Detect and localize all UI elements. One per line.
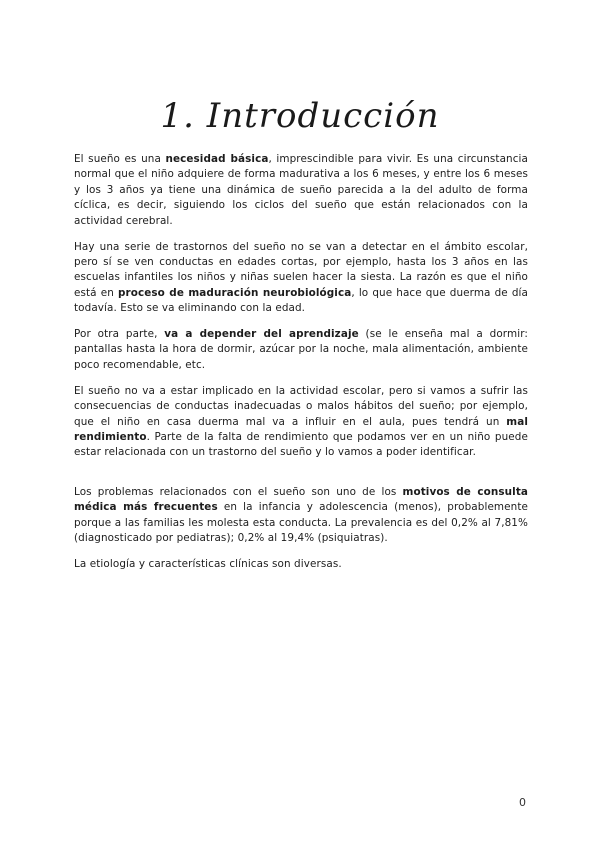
paragraph bbox=[74, 557, 528, 572]
text-segment: El sueño no va a estar implicado en la actividad escolar, pero si vamos a sufrir las consecuencias de conductas inadecuadas o malos hábitos del sueño; por ejemplo, que el niño en casa duerma mal va a influir en el aula, pues tendrá un bbox=[74, 384, 528, 428]
text-segment: Por otra parte, bbox=[74, 328, 165, 341]
text-segment: , imprescindible para vivir. Es una circunstancia normal que el niño adquiere de forma madurativa a los 6 meses, y entre los 6 meses y los 3 años ya tiene una dinámica de sueño parecida a la del adulto de forma cíclica, es decir, siguiendo los ciclos del sueño que están relacionados con la actividad cerebral. bbox=[74, 153, 528, 227]
paragraph bbox=[74, 485, 528, 547]
paragraph bbox=[74, 152, 528, 229]
text-segment: Hay una serie de trastornos del sueño no se van a detectar en el ámbito escolar, pero sí se ven conductas en edades cortas, por ejemplo, hasta los 3 años en las escuelas infantiles los niños y niñas suelen hacer la siesta. La razón es que el niño está en bbox=[74, 240, 528, 299]
paragraph bbox=[74, 240, 528, 317]
bold-text: mal rendimiento bbox=[74, 415, 528, 443]
page-title: 1. Introducción bbox=[160, 96, 440, 136]
paragraph bbox=[74, 384, 528, 461]
text-segment: . Parte de la falta de rendimiento que podamos ver en un niño puede estar relacionada con un trastorno del sueño y lo vamos a poder identificar. bbox=[74, 431, 528, 459]
paragraph bbox=[74, 327, 528, 373]
text-segment: Los problemas relacionados con el sueño son uno de los bbox=[74, 485, 403, 498]
body-text bbox=[74, 152, 528, 583]
text-segment: en la infancia y adolescencia (menos), probablemente porque a las familias les molesta esta conducta. La prevalencia es del 0,2% al 7,81% (diagnosticado por pediatras); 0,2% al 19,4% (psiquiatras). bbox=[74, 501, 528, 545]
bold-text: necesidad básica bbox=[165, 153, 269, 165]
text-segment: El sueño es una bbox=[74, 153, 166, 165]
bold-text: motivos de consulta médica más frecuentes bbox=[74, 485, 528, 514]
text-segment: La etiología y características clínicas son diversas. bbox=[74, 557, 342, 570]
text-segment: , lo que hace que duerma de día todavía. Esto se va eliminando con la edad. bbox=[74, 286, 528, 315]
bold-text: proceso de maduración neurobiológica bbox=[117, 286, 352, 299]
text-segment: (se le enseña mal a dormir: pantallas hasta la hora de dormir, azúcar por la noche, mala alimentación, ambiente poco recomendable, etc. bbox=[74, 328, 528, 371]
page-number: 0 bbox=[519, 796, 526, 809]
bold-text: va a depender del aprendizaje bbox=[164, 328, 359, 341]
